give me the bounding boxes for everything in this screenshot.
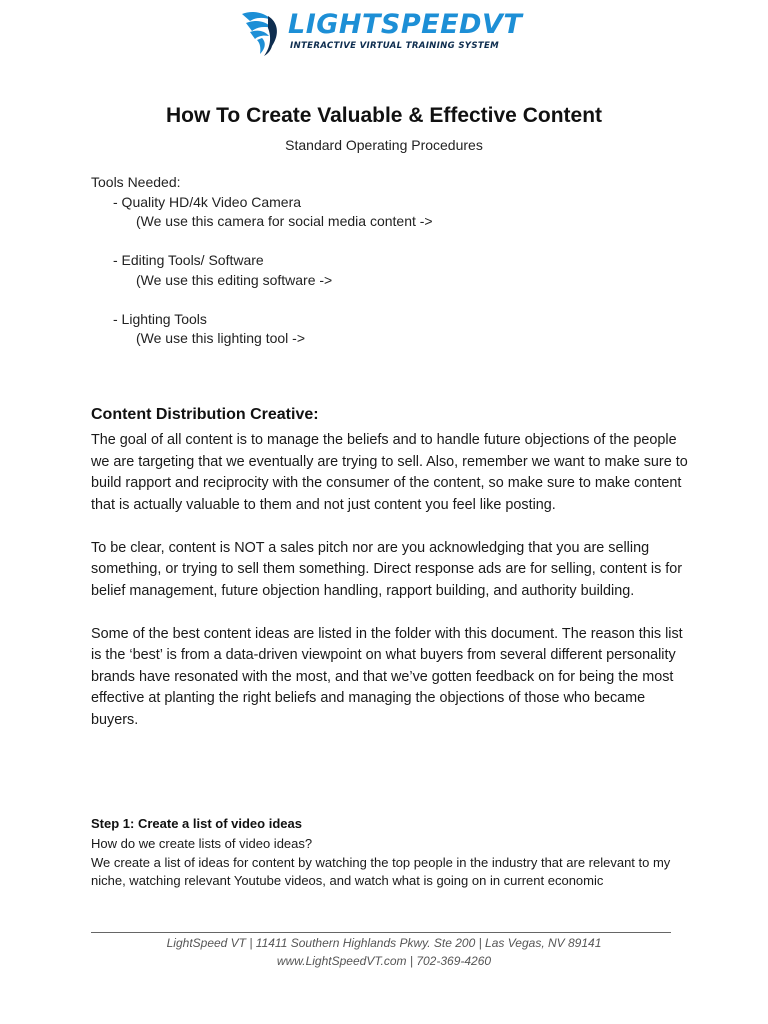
section-heading: Content Distribution Creative: <box>91 406 319 423</box>
tool-note: (We use this lighting tool -> <box>136 330 305 346</box>
body-paragraph: The goal of all content is to manage the beliefs and to handle future objections of the people we are targeting that we eventually are trying to sell. Also, remember we want to make sure to build rapport and reciprocity with the consumer of the content, so make sure to make content that is actually valuable to them and not just content you feel like posting. <box>91 432 688 513</box>
tool-note: (We use this camera for social media content -> <box>136 213 433 229</box>
footer-contact: www.LightSpeedVT.com | 702-369-4260 <box>276 954 492 968</box>
footer-address: LightSpeed VT | 11411 Southern Highlands Pkwy. Ste 200 | Las Vegas, NV 89141 <box>166 936 602 950</box>
tool-note: (We use this editing software -> <box>136 271 333 288</box>
section-body <box>91 430 691 753</box>
body-paragraph: Some of the best content ideas are listed in the folder with this document. The reason this list is the ‘best’ is from a data-driven viewpoint on what buyers from several different personality brands have resonated with the most, and that we’ve gotten feedback on for being the most effective at planting the right beliefs and managing the objections of those who became buyers. <box>91 625 683 728</box>
tool-item <box>113 193 433 232</box>
logo-wordmark: LIGHTSPEEDVT <box>288 9 523 40</box>
step-question: How do we create lists of video ideas? <box>91 836 313 851</box>
tools-needed-section <box>91 173 433 368</box>
step-body <box>91 835 691 891</box>
tool-name: - Lighting Tools <box>113 310 207 327</box>
lightspeedvt-logo <box>238 8 538 58</box>
tool-name: - Editing Tools/ Software <box>113 252 264 268</box>
logo-tagline: INTERACTIVE VIRTUAL TRAINING SYSTEM <box>290 41 499 51</box>
step-answer: We create a list of ideas for content by watching the top people in the industry that are relevant to my niche, watching relevant Youtube videos, and watch what is going on in current economic <box>91 854 671 888</box>
tool-item <box>113 310 433 349</box>
tools-heading: Tools Needed: <box>91 174 181 190</box>
tool-name: - Quality HD/4k Video Camera <box>113 193 302 210</box>
body-paragraph: To be clear, content is NOT a sales pitch nor are you acknowledging that you are selling something, or trying to sell them something. Direct response ads are for selling, content is for belief management, future objection handling, rapport building, and authority building. <box>91 539 683 599</box>
tool-item <box>113 251 433 290</box>
footer-divider <box>91 932 671 933</box>
winged-emblem-icon <box>238 8 288 58</box>
document-title: How To Create Valuable & Effective Content <box>165 104 603 127</box>
step-heading: Step 1: Create a list of video ideas <box>91 816 302 831</box>
document-subtitle: Standard Operating Procedures <box>285 137 483 153</box>
